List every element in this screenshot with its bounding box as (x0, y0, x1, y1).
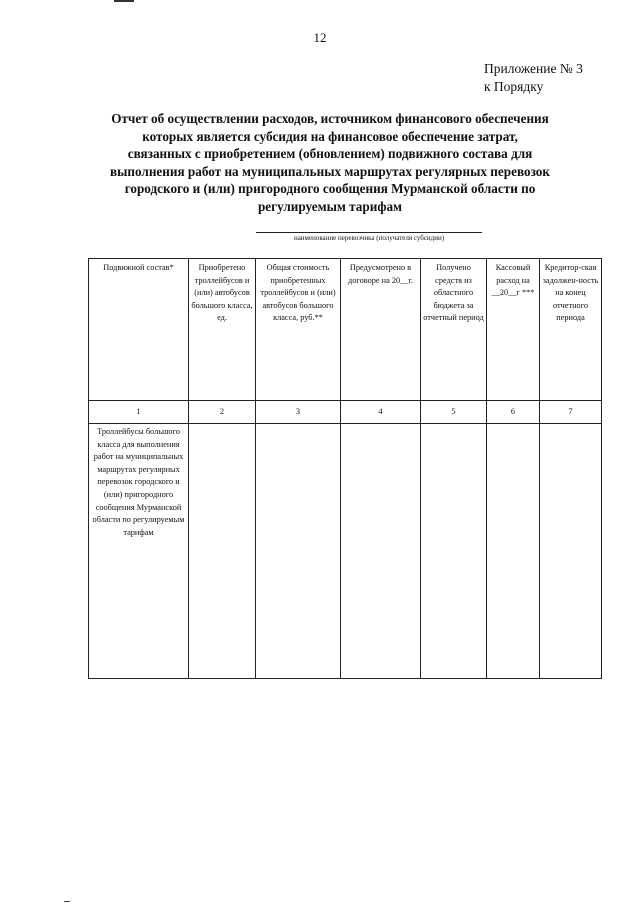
column-number: 7 (540, 401, 602, 424)
bottom-edge-mark (64, 901, 70, 902)
header-cell: Общая стоимость приобретенных троллейбусов и (или) автобусов большого класса, руб.** (256, 259, 341, 401)
column-number: 3 (256, 401, 341, 424)
column-number: 2 (189, 401, 256, 424)
table-cell (189, 424, 256, 679)
header-row (89, 259, 602, 401)
column-number: 5 (421, 401, 487, 424)
column-number-row (89, 401, 602, 424)
table-cell (540, 424, 602, 679)
table-cell (256, 424, 341, 679)
carrier-name-line (256, 232, 482, 233)
header-cell: Подвижной состав* (89, 259, 189, 401)
page-number: 12 (313, 30, 327, 45)
table-cell (341, 424, 421, 679)
table-cell (487, 424, 540, 679)
carrier-name-caption: наименование перевозчика (получателя субсидии) (293, 234, 445, 242)
table-cell (421, 424, 487, 679)
report-table (88, 258, 602, 679)
header-cell: Кассовый расход на __20__г *** (487, 259, 540, 401)
header-cell: Кредитор-ская задолжен-ность на конец отчетного периода (540, 259, 602, 401)
top-edge-mark (114, 0, 134, 2)
header-cell: Приобретено троллейбусов и (или) автобусов большого класса, ед. (189, 259, 256, 401)
header-cell: Получено средств из областного бюджета за отчетный период (421, 259, 487, 401)
column-number: 1 (89, 401, 189, 424)
document-title: Отчет об осуществлении расходов, источником финансового обеспечения которых является субсидия на финансовое обеспечение затрат, связанных с приобретением (обновлением) подвижного состава для выполнения работ на муниципальных маршрутах регулярных перевозок городского и (или) пригородного сообщения Мурманской области по регулируемым тарифам (110, 111, 550, 214)
appendix-line-2: к Порядку (484, 79, 544, 94)
table-row (89, 424, 602, 679)
header-cell: Предусмотрено в договоре на 20__г. (341, 259, 421, 401)
column-number: 6 (487, 401, 540, 424)
table-cell: Троллейбусы большого класса для выполнения работ на муниципальных маршрутах регулярных перевозок городского и (или) пригородного сообщения Мурманской области по регулируемым тарифам (89, 424, 189, 679)
appendix-line-1: Приложение № 3 (484, 61, 583, 76)
appendix-reference (484, 60, 583, 96)
column-number: 4 (341, 401, 421, 424)
